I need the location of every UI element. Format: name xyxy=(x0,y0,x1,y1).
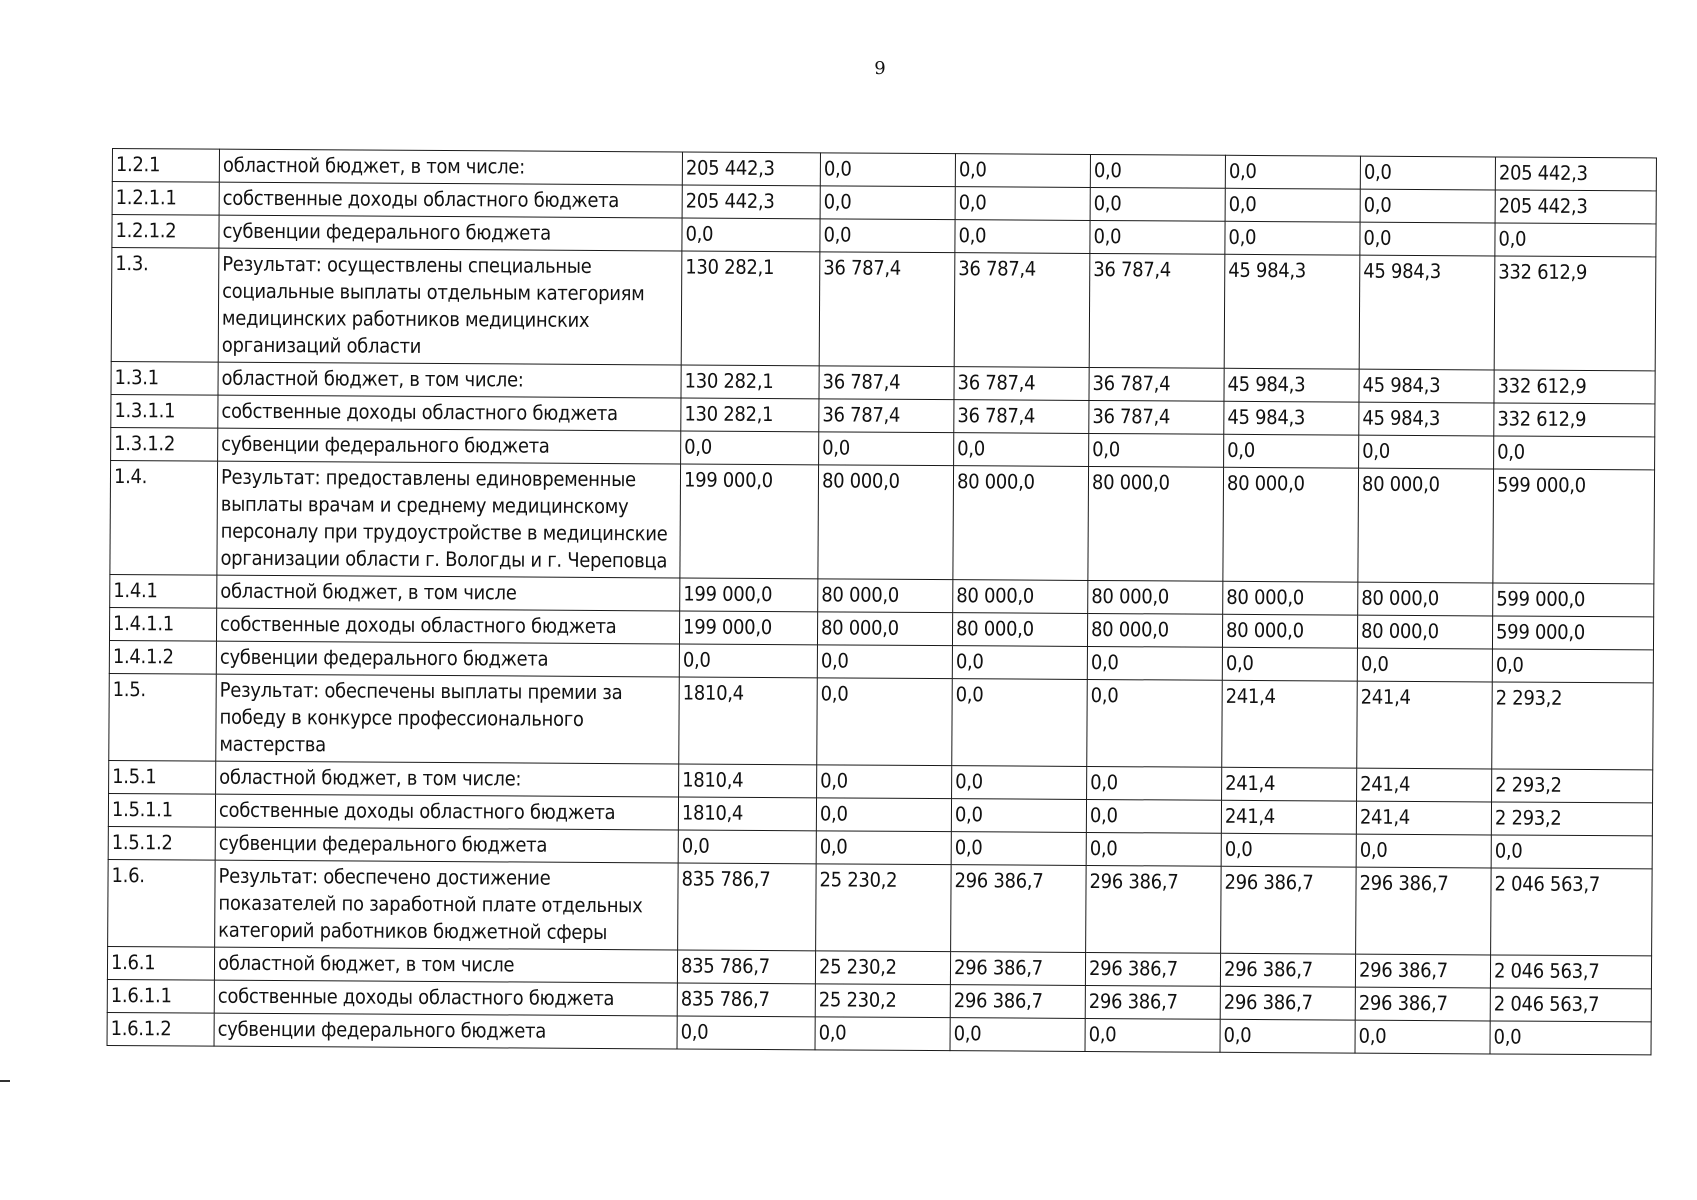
row-value-col-5: 80 000,0 xyxy=(1223,581,1358,615)
row-code: 1.5.1 xyxy=(109,760,216,794)
row-value-col-3: 80 000,0 xyxy=(953,580,1088,614)
row-value-col-2: 36 787,4 xyxy=(819,366,954,400)
row-value-col-4: 296 386,7 xyxy=(1085,952,1220,986)
row-value-col-2: 0,0 xyxy=(817,678,953,766)
row-value-col-3: 0,0 xyxy=(954,433,1089,467)
row-description: областной бюджет, в том числе: xyxy=(219,149,682,185)
row-value-col-6: 241,4 xyxy=(1357,768,1492,802)
row-value-col-3: 0,0 xyxy=(955,154,1090,188)
row-value-col-2: 0,0 xyxy=(817,765,952,799)
row-value-col-2: 0,0 xyxy=(816,798,951,832)
row-description: субвенции федерального бюджета xyxy=(215,827,678,863)
row-value-col-4: 0,0 xyxy=(1085,1018,1220,1052)
row-code: 1.2.1 xyxy=(112,149,219,183)
row-value-col-7: 332 612,9 xyxy=(1494,403,1655,437)
row-value-col-2: 80 000,0 xyxy=(818,579,953,613)
row-value-col-5: 0,0 xyxy=(1225,155,1360,189)
row-value-col-5: 296 386,7 xyxy=(1220,986,1355,1020)
row-value-col-2: 25 230,2 xyxy=(816,864,952,952)
row-value-col-5: 296 386,7 xyxy=(1220,953,1355,987)
row-value-col-7: 599 000,0 xyxy=(1493,469,1655,584)
row-value-col-1: 835 786,7 xyxy=(677,983,815,1017)
table-row xyxy=(110,460,1655,583)
table-row xyxy=(108,859,1653,955)
row-value-col-6: 296 386,7 xyxy=(1355,987,1490,1021)
row-value-col-1: 205 442,3 xyxy=(682,152,820,186)
row-value-col-2: 25 230,2 xyxy=(815,951,950,985)
row-value-col-6: 45 984,3 xyxy=(1359,255,1495,370)
row-value-col-7: 2 293,2 xyxy=(1492,769,1653,803)
row-value-col-5: 0,0 xyxy=(1222,647,1357,681)
row-value-col-3: 0,0 xyxy=(955,220,1090,254)
row-value-col-5: 241,4 xyxy=(1222,767,1357,801)
row-value-col-3: 80 000,0 xyxy=(952,613,1087,647)
row-value-col-7: 2 046 563,7 xyxy=(1491,868,1653,956)
row-value-col-2: 0,0 xyxy=(820,186,955,220)
row-value-col-7: 0,0 xyxy=(1490,1021,1651,1055)
row-value-col-6: 241,4 xyxy=(1357,681,1493,769)
row-value-col-5: 0,0 xyxy=(1225,188,1360,222)
row-code: 1.4.1.2 xyxy=(109,640,216,674)
row-value-col-7: 2 293,2 xyxy=(1492,682,1654,770)
row-value-col-4: 36 787,4 xyxy=(1089,367,1224,401)
row-description: собственные доходы областного бюджета xyxy=(215,794,678,830)
row-value-col-4: 80 000,0 xyxy=(1087,613,1222,647)
row-code: 1.5. xyxy=(109,673,217,761)
row-code: 1.2.1.1 xyxy=(112,182,219,216)
row-value-col-4: 296 386,7 xyxy=(1085,985,1220,1019)
row-value-col-3: 36 787,4 xyxy=(954,400,1089,434)
row-description: Результат: обеспечены выплаты премии за победу в конкурсе профессионального мастерства xyxy=(216,674,680,764)
row-description: Результат: предоставлены единовременные выплаты врачам и среднему медицинскому персоналу при трудоустройстве в медицинские организации области г. Вологды и г. Череповца xyxy=(217,461,681,578)
row-code: 1.3.1.2 xyxy=(111,427,218,461)
row-value-col-1: 835 786,7 xyxy=(678,863,817,951)
row-value-col-6: 45 984,3 xyxy=(1359,369,1494,403)
row-value-col-1: 130 282,1 xyxy=(681,365,819,399)
row-code: 1.6.1.1 xyxy=(107,979,214,1013)
row-value-col-7: 205 442,3 xyxy=(1495,190,1656,224)
row-value-col-7: 2 046 563,7 xyxy=(1490,988,1651,1022)
row-value-col-5: 45 984,3 xyxy=(1224,254,1360,369)
row-value-col-4: 0,0 xyxy=(1090,187,1225,221)
row-value-col-7: 332 612,9 xyxy=(1494,256,1656,371)
row-value-col-5: 45 984,3 xyxy=(1224,368,1359,402)
budget-table xyxy=(107,148,1657,1055)
row-code: 1.2.1.2 xyxy=(112,215,219,249)
table-row xyxy=(111,248,1656,371)
row-value-col-3: 296 386,7 xyxy=(950,985,1085,1019)
row-value-col-1: 1810,4 xyxy=(678,797,816,831)
row-value-col-6: 45 984,3 xyxy=(1359,402,1494,436)
row-value-col-4: 0,0 xyxy=(1089,433,1224,467)
row-value-col-6: 80 000,0 xyxy=(1358,468,1494,583)
row-value-col-3: 0,0 xyxy=(951,799,1086,833)
row-value-col-6: 0,0 xyxy=(1356,834,1491,868)
row-value-col-7: 2 046 563,7 xyxy=(1490,955,1651,989)
row-value-col-1: 1810,4 xyxy=(679,677,818,765)
row-description: субвенции федерального бюджета xyxy=(216,641,679,677)
row-value-col-5: 0,0 xyxy=(1221,833,1356,867)
row-value-col-3: 36 787,4 xyxy=(954,253,1090,368)
row-value-col-6: 80 000,0 xyxy=(1357,615,1492,649)
budget-table-container xyxy=(107,148,1656,1055)
row-value-col-6: 0,0 xyxy=(1360,156,1495,190)
row-description: Результат: осуществлены специальные социальные выплаты отдельным категориям медицинских работников медицинских организаций области xyxy=(218,248,682,365)
row-value-col-4: 80 000,0 xyxy=(1088,580,1223,614)
row-description: собственные доходы областного бюджета xyxy=(218,395,681,431)
row-value-col-6: 0,0 xyxy=(1360,189,1495,223)
row-value-col-5: 296 386,7 xyxy=(1221,866,1357,954)
row-value-col-3: 296 386,7 xyxy=(950,952,1085,986)
row-value-col-2: 36 787,4 xyxy=(819,399,954,433)
row-value-col-7: 599 000,0 xyxy=(1492,616,1653,650)
row-code: 1.6.1.2 xyxy=(107,1012,214,1046)
row-description: областной бюджет, в том числе: xyxy=(216,761,679,797)
row-value-col-1: 1810,4 xyxy=(679,764,817,798)
row-value-col-5: 0,0 xyxy=(1220,1019,1355,1053)
row-value-col-1: 130 282,1 xyxy=(681,251,820,366)
row-description: субвенции федерального бюджета xyxy=(219,215,682,251)
row-value-col-2: 0,0 xyxy=(820,219,955,253)
row-value-col-4: 0,0 xyxy=(1086,799,1221,833)
row-description: собственные доходы областного бюджета xyxy=(214,980,677,1016)
row-value-col-5: 241,4 xyxy=(1222,680,1358,768)
row-value-col-1: 0,0 xyxy=(678,830,816,864)
row-value-col-1: 835 786,7 xyxy=(677,950,815,984)
row-value-col-6: 296 386,7 xyxy=(1355,954,1490,988)
row-value-col-6: 0,0 xyxy=(1357,648,1492,682)
row-value-col-7: 332 612,9 xyxy=(1494,370,1655,404)
row-value-col-1: 205 442,3 xyxy=(682,185,820,219)
row-code: 1.5.1.2 xyxy=(108,826,215,860)
row-value-col-3: 296 386,7 xyxy=(951,865,1087,953)
row-value-col-2: 36 787,4 xyxy=(819,252,955,367)
row-value-col-4: 36 787,4 xyxy=(1089,253,1225,368)
row-code: 1.3.1.1 xyxy=(111,394,218,428)
row-value-col-4: 80 000,0 xyxy=(1088,466,1224,581)
row-code: 1.4.1 xyxy=(110,574,217,608)
row-value-col-3: 0,0 xyxy=(950,1018,1085,1052)
scan-edge-mark xyxy=(0,1080,10,1082)
row-value-col-5: 0,0 xyxy=(1225,221,1360,255)
row-value-col-1: 0,0 xyxy=(679,644,817,678)
row-description: субвенции федерального бюджета xyxy=(218,428,681,464)
row-value-col-7: 0,0 xyxy=(1492,649,1653,683)
row-value-col-7: 205 442,3 xyxy=(1495,157,1656,191)
row-value-col-3: 0,0 xyxy=(952,679,1088,767)
row-description: Результат: обеспечено достижение показателей по заработной плате отдельных категорий работников бюджетной сферы xyxy=(215,860,679,950)
row-value-col-7: 0,0 xyxy=(1494,436,1655,470)
row-code: 1.4. xyxy=(110,460,218,575)
row-value-col-3: 0,0 xyxy=(952,646,1087,680)
row-code: 1.5.1.1 xyxy=(108,793,215,827)
row-description: областной бюджет, в том числе xyxy=(217,575,680,611)
row-code: 1.6.1 xyxy=(107,946,214,980)
row-value-col-3: 0,0 xyxy=(952,766,1087,800)
row-value-col-3: 0,0 xyxy=(955,187,1090,221)
row-value-col-4: 296 386,7 xyxy=(1086,865,1222,953)
row-value-col-3: 0,0 xyxy=(951,832,1086,866)
row-value-col-3: 80 000,0 xyxy=(953,466,1089,581)
row-value-col-5: 80 000,0 xyxy=(1223,467,1359,582)
row-value-col-3: 36 787,4 xyxy=(954,367,1089,401)
row-value-col-6: 241,4 xyxy=(1356,801,1491,835)
row-description: областной бюджет, в том числе xyxy=(214,947,677,983)
row-value-col-1: 0,0 xyxy=(681,431,819,465)
row-description: собственные доходы областного бюджета xyxy=(216,608,679,644)
row-description: областной бюджет, в том числе: xyxy=(218,362,681,398)
row-value-col-1: 199 000,0 xyxy=(680,464,819,579)
row-value-col-2: 80 000,0 xyxy=(817,612,952,646)
row-value-col-1: 0,0 xyxy=(677,1016,815,1050)
row-value-col-2: 0,0 xyxy=(817,645,952,679)
row-value-col-4: 36 787,4 xyxy=(1089,400,1224,434)
row-value-col-5: 45 984,3 xyxy=(1224,401,1359,435)
row-value-col-2: 0,0 xyxy=(816,831,951,865)
row-value-col-7: 0,0 xyxy=(1495,223,1656,257)
row-value-col-2: 80 000,0 xyxy=(818,465,954,580)
table-row xyxy=(109,673,1654,769)
row-code: 1.3.1 xyxy=(111,361,218,395)
row-value-col-5: 80 000,0 xyxy=(1222,614,1357,648)
row-value-col-4: 0,0 xyxy=(1087,766,1222,800)
row-value-col-6: 296 386,7 xyxy=(1356,867,1492,955)
row-value-col-7: 599 000,0 xyxy=(1493,583,1654,617)
row-value-col-5: 241,4 xyxy=(1221,800,1356,834)
row-value-col-2: 0,0 xyxy=(815,1017,950,1051)
row-code: 1.6. xyxy=(108,859,216,947)
row-value-col-6: 80 000,0 xyxy=(1358,582,1493,616)
row-description: собственные доходы областного бюджета xyxy=(219,182,682,218)
row-value-col-6: 0,0 xyxy=(1355,1020,1490,1054)
row-value-col-1: 199 000,0 xyxy=(680,578,818,612)
table-body xyxy=(107,149,1656,1055)
row-value-col-4: 0,0 xyxy=(1090,154,1225,188)
row-value-col-2: 25 230,2 xyxy=(815,984,950,1018)
row-value-col-2: 0,0 xyxy=(820,153,955,187)
row-value-col-7: 2 293,2 xyxy=(1491,802,1652,836)
row-value-col-4: 0,0 xyxy=(1087,679,1223,767)
row-description: субвенции федерального бюджета xyxy=(214,1013,677,1049)
row-value-col-6: 0,0 xyxy=(1359,435,1494,469)
row-value-col-1: 0,0 xyxy=(682,218,820,252)
row-code: 1.4.1.1 xyxy=(109,607,216,641)
row-code: 1.3. xyxy=(111,248,219,363)
row-value-col-1: 130 282,1 xyxy=(681,398,819,432)
page-number: 9 xyxy=(874,58,886,79)
row-value-col-4: 0,0 xyxy=(1090,220,1225,254)
row-value-col-4: 0,0 xyxy=(1087,646,1222,680)
row-value-col-7: 0,0 xyxy=(1491,835,1652,869)
row-value-col-6: 0,0 xyxy=(1360,222,1495,256)
row-value-col-5: 0,0 xyxy=(1224,434,1359,468)
row-value-col-4: 0,0 xyxy=(1086,832,1221,866)
row-value-col-1: 199 000,0 xyxy=(679,611,817,645)
row-value-col-2: 0,0 xyxy=(819,432,954,466)
